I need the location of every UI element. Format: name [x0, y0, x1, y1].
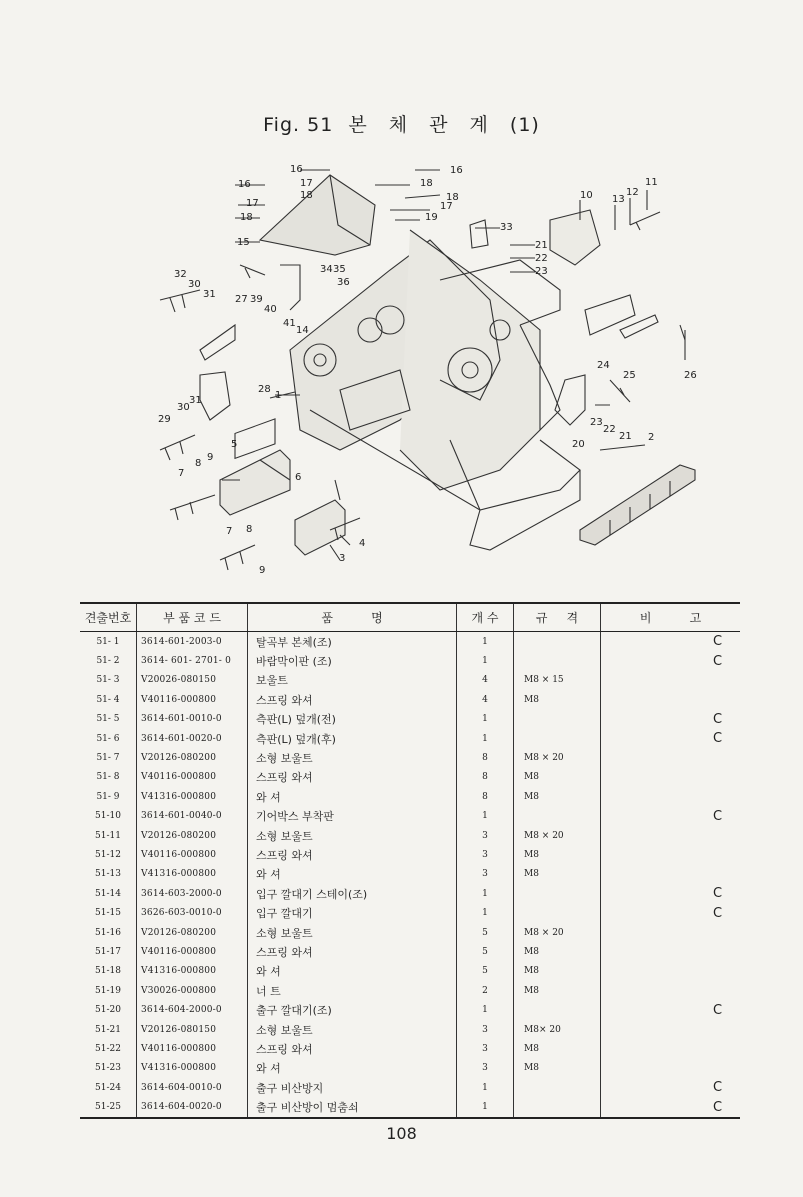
page-number: 108: [386, 1124, 417, 1143]
callout-number: 10: [580, 190, 593, 201]
cell-qty: 3: [457, 865, 514, 884]
cell-code: V40116-000800: [137, 845, 248, 864]
cell-spec: M8: [514, 1039, 601, 1058]
cell-qty: 8: [457, 768, 514, 787]
callout-number: 20: [572, 439, 585, 450]
callout-number: 29: [158, 414, 171, 425]
cell-name: 와 셔: [248, 787, 457, 806]
cell-code: 3614-601-0020-0: [137, 729, 248, 748]
cell-code: V41316-000800: [137, 1059, 248, 1078]
cell-qty: 1: [457, 651, 514, 670]
cell-spec: M8: [514, 981, 601, 1000]
cell-fig: 51-22: [95, 1043, 121, 1054]
table-row: [80, 1000, 740, 1019]
cell-code: V41316-000800: [137, 865, 248, 884]
callout-number: 21: [619, 431, 632, 442]
cell-name: 와 셔: [248, 865, 457, 884]
header-quantity: 개 수: [457, 603, 514, 632]
cell-spec: M8 × 20: [514, 748, 601, 767]
cell-qty: 2: [457, 981, 514, 1000]
cell-remark: C: [601, 903, 741, 922]
table-row: [80, 1059, 740, 1078]
cell-fig: 51-14: [95, 888, 121, 899]
cell-spec: [514, 903, 601, 922]
cell-fig: 51-23: [95, 1063, 121, 1074]
cell-name: 소형 보울트: [248, 748, 457, 767]
frame-drawing: [160, 170, 695, 570]
cell-remark: C: [601, 1000, 741, 1019]
callout-number: 16: [290, 164, 303, 175]
cell-qty: 3: [457, 826, 514, 845]
cell-qty: 1: [457, 903, 514, 922]
cell-code: V20126-080150: [137, 1020, 248, 1039]
cell-qty: 8: [457, 748, 514, 767]
cell-fig: 51-21: [95, 1024, 121, 1035]
cell-code: 3614-604-0010-0: [137, 1078, 248, 1097]
cell-remark: [601, 981, 741, 1000]
parts-table-header: [80, 603, 740, 632]
cell-fig: 51- 3: [96, 675, 120, 686]
table-row: [80, 845, 740, 864]
callout-number: 23: [590, 417, 603, 428]
header-remarks: 비 고: [601, 603, 741, 632]
callout-number: 26: [684, 370, 697, 381]
cell-code: 3614-604-0020-0: [137, 1097, 248, 1117]
cell-spec: M8: [514, 690, 601, 709]
table-row: [80, 807, 740, 826]
callout-number: 8: [195, 458, 202, 469]
cell-qty: 1: [457, 884, 514, 903]
callout-number: 15: [237, 237, 250, 248]
callout-number: 17: [440, 201, 453, 212]
cell-spec: M8: [514, 865, 601, 884]
table-row: [80, 884, 740, 903]
cell-spec: [514, 1078, 601, 1097]
table-row: [80, 787, 740, 806]
callout-number: 39: [250, 294, 263, 305]
cell-name: 와 셔: [248, 1059, 457, 1078]
callout-number: 31: [189, 395, 202, 406]
cell-code: V30026-000800: [137, 981, 248, 1000]
cell-name: 출구 비산방지: [248, 1078, 457, 1097]
callout-number: 14: [296, 325, 309, 336]
cell-fig: 51- 7: [96, 753, 120, 764]
cell-name: 스프링 와셔: [248, 768, 457, 787]
cell-name: 스프링 와셔: [248, 942, 457, 961]
cell-spec: M8 × 20: [514, 923, 601, 942]
cell-remark: [601, 962, 741, 981]
cell-name: 출구 깔대기(조): [248, 1000, 457, 1019]
callout-number: 23: [535, 266, 548, 277]
cell-fig: 51-18: [95, 966, 121, 977]
table-row: [80, 981, 740, 1000]
table-row: [80, 651, 740, 670]
cell-code: V41316-000800: [137, 787, 248, 806]
callout-number: 18: [446, 192, 459, 203]
cell-spec: M8: [514, 768, 601, 787]
callout-number: 8: [246, 524, 253, 535]
cell-remark: [601, 1039, 741, 1058]
cell-qty: 1: [457, 807, 514, 826]
table-row: [80, 826, 740, 845]
cell-name: 측판(L) 덮개(후): [248, 729, 457, 748]
cell-code: V40116-000800: [137, 690, 248, 709]
cell-spec: [514, 807, 601, 826]
cell-remark: C: [601, 1078, 741, 1097]
cell-spec: M8 × 20: [514, 826, 601, 845]
cell-spec: M8: [514, 1059, 601, 1078]
cell-qty: 1: [457, 1078, 514, 1097]
cell-remark: [601, 865, 741, 884]
cell-qty: 3: [457, 1039, 514, 1058]
cell-code: V40116-000800: [137, 768, 248, 787]
cell-code: V20026-080150: [137, 671, 248, 690]
cell-fig: 51-12: [95, 849, 121, 860]
cell-fig: 51- 1: [96, 636, 120, 647]
table-row: [80, 942, 740, 961]
callout-number: 16: [238, 179, 251, 190]
callout-number: 19: [425, 212, 438, 223]
callout-number: 9: [259, 565, 266, 576]
parts-table: [80, 602, 740, 1119]
callout-number: 32: [174, 269, 187, 280]
cell-remark: [601, 671, 741, 690]
callout-number: 4: [359, 538, 366, 549]
callout-number: 36: [337, 277, 350, 288]
cell-fig: 51- 9: [96, 791, 120, 802]
cell-name: 바람막이판 (조): [248, 651, 457, 670]
cell-remark: [601, 942, 741, 961]
cell-spec: M8: [514, 845, 601, 864]
cell-fig: 51- 6: [96, 733, 120, 744]
figure-title: [0, 110, 803, 137]
cell-code: V20126-080200: [137, 748, 248, 767]
figure-title-korean: 본 체 관 계 (1): [348, 114, 540, 136]
callout-number: 16: [450, 165, 463, 176]
callout-number: 5: [231, 439, 238, 450]
cell-spec: M8× 20: [514, 1020, 601, 1039]
cell-remark: C: [601, 651, 741, 670]
callout-number: 17: [246, 198, 259, 209]
cell-remark: [601, 1059, 741, 1078]
cell-qty: 1: [457, 1000, 514, 1019]
callout-number: 30: [177, 402, 190, 413]
callout-number: 25: [623, 370, 636, 381]
table-row: [80, 748, 740, 767]
cell-code: V20126-080200: [137, 826, 248, 845]
cell-fig: 51-19: [95, 985, 121, 996]
figure-number: Fig. 51: [263, 114, 334, 136]
cell-name: 스프링 와셔: [248, 1039, 457, 1058]
cell-fig: 51- 4: [96, 694, 120, 705]
callout-number: 35: [333, 264, 346, 275]
cell-remark: C: [601, 807, 741, 826]
cell-remark: [601, 748, 741, 767]
header-part-name: 품 명: [248, 603, 457, 632]
cell-name: 와 셔: [248, 962, 457, 981]
callout-number: 7: [226, 526, 233, 537]
cell-fig: 51-20: [95, 1005, 121, 1016]
cell-qty: 5: [457, 923, 514, 942]
exploded-parts-diagram: [140, 150, 700, 590]
callout-number: 22: [535, 253, 548, 264]
cell-spec: [514, 710, 601, 729]
cell-fig: 51-25: [80, 1097, 137, 1117]
cell-name: 소형 보울트: [248, 923, 457, 942]
cell-qty: 3: [457, 845, 514, 864]
cell-remark: C: [601, 710, 741, 729]
cell-qty: 4: [457, 690, 514, 709]
cell-spec: [514, 1097, 601, 1117]
table-row: [80, 1020, 740, 1039]
table-row: [80, 1039, 740, 1058]
cell-spec: [514, 1000, 601, 1019]
callout-number: 17: [300, 178, 313, 189]
cell-remark: [601, 845, 741, 864]
cell-name: 너 트: [248, 981, 457, 1000]
table-row: [80, 632, 740, 652]
callout-number: 34: [320, 264, 333, 275]
table-row: [80, 962, 740, 981]
cell-code: V40116-000800: [137, 942, 248, 961]
cell-name: 탈곡부 본체(조): [248, 632, 457, 652]
cell-code: 3614- 601- 2701- 0: [137, 651, 248, 670]
callout-number: 27: [235, 294, 248, 305]
callout-number: 6: [295, 472, 302, 483]
callout-number: 18: [240, 212, 253, 223]
cell-code: 3614-601-0010-0: [137, 710, 248, 729]
cell-spec: M8: [514, 962, 601, 981]
cell-fig: 51-11: [95, 830, 121, 841]
cell-remark: [601, 690, 741, 709]
callout-number: 22: [603, 424, 616, 435]
cell-name: 스프링 와셔: [248, 845, 457, 864]
table-row: [80, 865, 740, 884]
table-row: [80, 768, 740, 787]
cell-code: 3614-601-2003-0: [137, 632, 248, 652]
callout-number: 9: [207, 452, 214, 463]
cell-qty: 5: [457, 962, 514, 981]
callout-number: 7: [178, 468, 185, 479]
callout-number: 12: [626, 187, 639, 198]
cell-spec: M8: [514, 787, 601, 806]
cell-code: 3614-604-2000-0: [137, 1000, 248, 1019]
cell-qty: 3: [457, 1020, 514, 1039]
cell-qty: 1: [457, 632, 514, 652]
cell-remark: C: [601, 1097, 741, 1117]
cell-remark: [601, 787, 741, 806]
cell-spec: M8 × 15: [514, 671, 601, 690]
cell-name: 보울트: [248, 671, 457, 690]
cell-remark: [601, 826, 741, 845]
header-fig-number: 견출번호: [80, 603, 137, 632]
cell-remark: C: [601, 884, 741, 903]
callout-number: 3: [339, 553, 346, 564]
cell-fig: 51- 8: [96, 772, 120, 783]
cell-name: 기어박스 부착판: [248, 807, 457, 826]
cell-remark: C: [601, 729, 741, 748]
header-spec: 규 격: [514, 603, 601, 632]
cell-qty: 1: [457, 1097, 514, 1117]
table-row: [80, 903, 740, 922]
callout-number: 18: [300, 190, 313, 201]
cell-remark: C: [601, 632, 741, 652]
cell-spec: [514, 884, 601, 903]
cell-fig: 51-16: [95, 927, 121, 938]
cell-remark: [601, 768, 741, 787]
table-row: [80, 690, 740, 709]
cell-spec: M8: [514, 942, 601, 961]
cell-code: V40116-000800: [137, 1039, 248, 1058]
cell-spec: [514, 632, 601, 652]
callout-number: 24: [597, 360, 610, 371]
table-row: [80, 1097, 740, 1117]
cell-remark: [601, 1020, 741, 1039]
cell-code: V20126-080200: [137, 923, 248, 942]
header-part-code: 부 품 코 드: [137, 603, 248, 632]
callout-number: 40: [264, 304, 277, 315]
table-row: [80, 710, 740, 729]
table-row: [80, 671, 740, 690]
cell-spec: [514, 729, 601, 748]
cell-code: 3614-603-2000-0: [137, 884, 248, 903]
callout-number: 1: [275, 390, 282, 401]
callout-number: 18: [420, 178, 433, 189]
cell-spec: [514, 651, 601, 670]
callout-number: 31: [203, 289, 216, 300]
cell-fig: 51-15: [95, 908, 121, 919]
cell-qty: 1: [457, 710, 514, 729]
cell-code: 3614-601-0040-0: [137, 807, 248, 826]
cell-fig: 51-13: [95, 869, 121, 880]
callout-number: 11: [645, 177, 658, 188]
cell-name: 입구 깔대기: [248, 903, 457, 922]
cell-code: V41316-000800: [137, 962, 248, 981]
cell-code: 3626-603-0010-0: [137, 903, 248, 922]
cell-fig: 51-17: [95, 946, 121, 957]
cell-qty: 4: [457, 671, 514, 690]
table-row: [80, 1078, 740, 1097]
cell-qty: 3: [457, 1059, 514, 1078]
callout-number: 13: [612, 194, 625, 205]
callout-number: 33: [500, 222, 513, 233]
cell-qty: 5: [457, 942, 514, 961]
table-row: [80, 729, 740, 748]
table-row: [80, 923, 740, 942]
cell-qty: 1: [457, 729, 514, 748]
callout-number: 21: [535, 240, 548, 251]
callout-number: 41: [283, 318, 296, 329]
cell-name: 소형 보울트: [248, 826, 457, 845]
cell-fig: 51- 5: [96, 714, 120, 725]
callout-number: 28: [258, 384, 271, 395]
cell-fig: 51-10: [95, 811, 121, 822]
cell-name: 측판(L) 덮개(전): [248, 710, 457, 729]
callout-number: 2: [648, 432, 655, 443]
cell-name: 소형 보울트: [248, 1020, 457, 1039]
cell-name: 출구 비산방이 멈춤쇠: [248, 1097, 457, 1117]
cell-qty: 8: [457, 787, 514, 806]
callout-number: 30: [188, 279, 201, 290]
cell-name: 스프링 와셔: [248, 690, 457, 709]
cell-remark: [601, 923, 741, 942]
cell-fig: 51- 2: [96, 656, 120, 667]
parts-table-body: [80, 632, 740, 1118]
cell-fig: 51-24: [95, 1082, 121, 1093]
cell-name: 입구 깔대기 스테이(조): [248, 884, 457, 903]
